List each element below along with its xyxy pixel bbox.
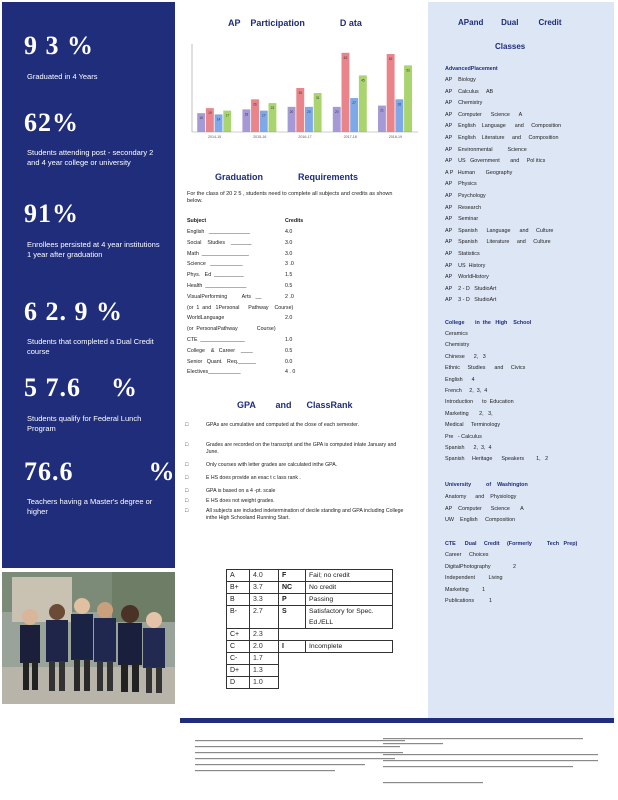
grade-letter: D+ [227, 665, 250, 677]
course-item: AP US History [445, 262, 486, 269]
bullet-marker-icon: □ [185, 475, 189, 481]
bullet-marker-icon: □ [185, 462, 189, 468]
cte-header: CTE Dual Credit (Formerly Tech Prep) [445, 541, 578, 547]
bullet-marker-icon: □ [185, 508, 189, 514]
requirement-credits: 0.5 [285, 347, 293, 354]
ap-participation-chart [180, 40, 420, 160]
requirement-row [187, 272, 387, 281]
course-item: AP Environmental Science [445, 146, 527, 153]
header-credits: Credits [285, 218, 304, 224]
chart-data-label: 53 [406, 68, 410, 73]
requirement-row [187, 326, 387, 335]
gpa-bullet-text: GPAs are cumulative and computed at the close of each semester. [206, 422, 360, 428]
course-item: Ceramics [445, 331, 468, 337]
course-item: Introduction to Education [445, 399, 514, 406]
requirement-row [187, 369, 387, 378]
blank-cell [306, 665, 393, 677]
grade-row [227, 665, 393, 677]
stat-description: Students that completed a Dual Credit course [27, 337, 154, 356]
header-subject: Subject [187, 218, 207, 224]
gpa-bullet-text: Only courses with letter grades are calculated inthe GPA. [206, 462, 338, 468]
grade-points: 1.3 [250, 665, 279, 677]
grade-letter: D [227, 677, 250, 689]
mark-meaning: Incomplete [306, 641, 393, 653]
requirement-credits: 1.0 [285, 337, 293, 343]
grade-row [227, 582, 393, 594]
requirement-row [187, 359, 387, 368]
chart-data-label: 45 [361, 78, 365, 83]
chart-data-label: 26 [253, 102, 257, 107]
course-item: Publications 1 [445, 598, 493, 604]
requirement-subject: Health ______________ [187, 283, 247, 289]
requirement-subject: VisualPerforming Arts __ [187, 293, 262, 300]
grade-scale-table [226, 569, 393, 689]
requirements-header [187, 218, 387, 227]
course-item: AP US Government and Pol itics [445, 158, 546, 165]
requirement-subject: WorldLanguage [187, 315, 225, 322]
requirement-subject: English ______________ [187, 229, 251, 235]
grade-letter: A [227, 570, 250, 582]
requirement-subject: College & Career ____ [187, 347, 253, 354]
grade-letter: B+ [227, 582, 250, 594]
course-item: French 2, 3, 4 [445, 388, 488, 394]
grade-letter: C- [227, 653, 250, 665]
requirement-row [187, 294, 387, 303]
mark-meaning: No credit [306, 582, 393, 594]
bullet-marker-icon: □ [185, 488, 189, 494]
grade-row [227, 606, 393, 629]
course-item: AP Chemistry [445, 100, 483, 107]
stat-value: 62% [24, 108, 79, 137]
mark-meaning: Passing [306, 594, 393, 606]
requirement-row [187, 348, 387, 357]
chart-data-label: 62 [388, 57, 393, 62]
course-item: Chinese 2, 3 [445, 353, 486, 360]
stat-value: 76.6 % [24, 457, 176, 486]
blank-cell [279, 677, 306, 689]
mark-code: S [279, 606, 306, 629]
grade-row [227, 641, 393, 653]
chart-data-label: 20 [289, 109, 294, 114]
requirement-credits: 0.5 [285, 283, 293, 289]
course-item: Marketing 2, 3, [445, 410, 493, 417]
course-item: Spanish 2, 3, 4 [445, 445, 492, 451]
chart-data-label: 21 [380, 108, 384, 113]
chart-data-label: 20 [334, 109, 339, 114]
chart-category-label: 2014-15 [207, 135, 222, 139]
gpa-bullet-text: E HS does provide an exac t c lass rank . [206, 475, 301, 481]
stat-description: Enrollees persisted at 4 year institutions 1 year after graduation [27, 240, 160, 259]
chart-category-label: 2018-19 [388, 135, 403, 139]
requirement-credits: 3 .0 [285, 261, 294, 268]
chart-bar [342, 53, 350, 132]
course-item: AP Seminar [445, 216, 479, 223]
mark-code: P [279, 594, 306, 606]
chart-category-label: 2015-16 [253, 135, 267, 139]
course-item: AP Spanish Language and Culture [445, 227, 554, 234]
mark-code: NC [279, 582, 306, 594]
footer-divider [180, 718, 614, 723]
blank-cell [279, 665, 306, 677]
requirement-subject: Science ___________ [187, 261, 243, 268]
requirement-credits: 1.5 [285, 272, 293, 279]
grade-letter: B- [227, 606, 250, 629]
bullet-marker-icon: □ [185, 422, 189, 428]
ap-dual-credit-panel [428, 2, 614, 720]
chart-bar [404, 65, 412, 132]
requirement-subject: (or 1 and 1Personal Pathway Course) [187, 304, 294, 311]
stat-value: 91% [24, 199, 79, 228]
chart-data-label: 27 [352, 101, 356, 106]
course-item: Spanish Heritage Speakers 1, 2 [445, 456, 549, 463]
requirement-subject: (or PersonalPathway Course) [187, 326, 276, 333]
chs-header: College in the High School [445, 320, 532, 326]
course-item: Marketing 1 [445, 586, 486, 593]
chart-data-label: 63 [343, 55, 348, 60]
grade-row [227, 570, 393, 582]
course-item: AP English Literature and Composition [445, 135, 559, 141]
requirement-credits: 2 .0 [285, 293, 294, 300]
requirement-subject: Electives___________ [187, 369, 241, 376]
grade-points: 1.7 [250, 653, 279, 665]
right-title-line2: Classes [495, 42, 526, 51]
chart-bar [387, 54, 395, 132]
chart-data-label: 31 [315, 96, 320, 101]
stat-description: Students attending post - secondary 2 and 4 year college or university [27, 148, 154, 167]
course-item: AP Calculus AB [445, 88, 494, 95]
course-item: Career Choices [445, 552, 489, 558]
graduation-title: Graduation Requirements [215, 172, 359, 182]
chart-data-label: 26 [397, 102, 402, 107]
requirement-credits: 3.0 [285, 239, 293, 246]
blank-cell [306, 677, 393, 689]
grade-row [227, 677, 393, 689]
course-item: Pre - Calculus [445, 433, 482, 440]
grade-row [227, 594, 393, 606]
mark-code: I [279, 641, 306, 653]
chart-data-label: 18 [244, 112, 249, 117]
requirement-row [187, 283, 387, 292]
grade-letter: B [227, 594, 250, 606]
stat-description: Teachers having a Master's degree or higher [27, 497, 153, 516]
requirement-row [187, 229, 387, 238]
grade-points: 3.7 [250, 582, 279, 594]
gpa-title: GPA and ClassRank [237, 400, 353, 410]
stats-panel [2, 2, 175, 568]
course-item: Medical Terminology [445, 422, 501, 429]
course-item: AP WorldHistory [445, 274, 489, 281]
ap-header: AdvancedPlacement [445, 66, 498, 72]
footer-fine-print-right [383, 736, 613, 786]
right-title-line1: APand Dual Credit [458, 18, 562, 27]
requirement-row [187, 337, 387, 346]
mark-code: F [279, 570, 306, 582]
course-item: AP Computer Science A [445, 111, 523, 118]
chart-category-label: 2016-17 [298, 135, 312, 139]
course-item: AP Research [445, 204, 482, 211]
requirement-credits: 2.0 [285, 315, 293, 322]
requirement-row [187, 261, 387, 270]
grade-letter: C+ [227, 629, 250, 641]
mark-meaning: Fail; no credit [306, 570, 393, 582]
students-photo-illustration [2, 572, 175, 704]
course-item: AP 2 - D StudioArt [445, 285, 497, 292]
requirement-row [187, 251, 387, 260]
course-item: AP 3 - D StudioArt [445, 297, 497, 304]
course-item: AP Statistics [445, 251, 480, 257]
course-item: AP Computer Science A [445, 505, 524, 512]
students-photo [2, 572, 175, 704]
grade-points: 2.0 [250, 641, 279, 653]
grade-row [227, 653, 393, 665]
grade-row [227, 629, 393, 641]
blank-cell [279, 653, 306, 665]
blank-cell [306, 629, 393, 641]
course-item: DigitalPhotography 2 [445, 563, 517, 570]
grade-points: 2.3 [250, 629, 279, 641]
stat-description: Students qualify for Federal Lunch Program [27, 414, 142, 433]
course-item: Anatomy and Physiology [445, 494, 517, 500]
blank-cell [279, 629, 306, 641]
course-item: Ethnic Studies and Civics [445, 365, 526, 372]
chart-data-label: 35 [298, 91, 303, 95]
course-item: AP Physics [445, 181, 477, 188]
course-item: UW English Composition [445, 517, 516, 523]
course-item: AP Spanish Literature and Culture [445, 239, 551, 246]
stat-description: Graduated in 4 Years [27, 72, 98, 81]
requirement-credits: 0.0 [285, 358, 293, 365]
grade-letter: C [227, 641, 250, 653]
requirement-credits: 4.0 [285, 229, 293, 235]
graduation-intro: For the class of 20 2 5 , students need to complete all subjects and credits as shown below. [187, 191, 393, 205]
course-item: A P Human Geography [445, 169, 513, 176]
chart-category-label: 2017-18 [343, 135, 357, 139]
course-item: Chemistry [445, 342, 470, 349]
grade-points: 3.3 [250, 594, 279, 606]
gpa-bullet-text: Grades are recorded on the transcript and the GPA is computed inlate January and June. [206, 442, 397, 455]
requirement-row [187, 315, 387, 324]
gpa-bullet-text: GPA is based on a 4 -pt. scale [206, 488, 276, 494]
chart-title: AP Participation D ata [228, 18, 362, 28]
chart-data-label: 15 [199, 116, 203, 121]
gpa-bullet-text: E HS does not weight grades. [206, 498, 275, 504]
chart-data-label: 17 [261, 113, 266, 118]
chart-data-label: 23 [270, 106, 275, 111]
mark-meaning: Satisfactory for Spec. Ed./ELL [306, 606, 393, 629]
grade-points: 4.0 [250, 570, 279, 582]
requirement-row [187, 240, 387, 249]
chart-bar [359, 75, 367, 132]
requirement-subject: Phys. Ed __________ [187, 272, 244, 279]
course-item: AP English Language and Composition [445, 123, 562, 130]
uw-header: University of Washington [445, 482, 528, 488]
gpa-bullet-text: All subjects are included indetermination of decile standing and GPA including College inthe High Schooland Running Start. [206, 508, 404, 521]
stat-value: 9 3 % [24, 31, 94, 60]
grade-points: 1.0 [250, 677, 279, 689]
course-item: English 4 [445, 376, 475, 383]
requirement-subject: Social Studies _______ [187, 239, 252, 246]
course-item: AP Psychology [445, 193, 486, 199]
course-item: Independent Living [445, 575, 503, 581]
grade-points: 2.7 [250, 606, 279, 629]
requirement-credits: 3.0 [285, 250, 293, 257]
chart-data-label: 20 [307, 109, 311, 114]
requirement-credits: 4 . 0 [285, 369, 296, 376]
requirement-subject: Senior Quant. Req.______ [187, 358, 256, 365]
stat-value: 6 2. 9 % [24, 297, 123, 326]
bullet-marker-icon: □ [185, 442, 189, 448]
stat-value: 5 7.6 % [24, 373, 138, 402]
requirement-row [187, 305, 387, 314]
chart-data-label: 14 [216, 117, 221, 122]
requirement-subject: Math ________________ [187, 250, 249, 257]
bullet-marker-icon: □ [185, 498, 189, 504]
chart-data-label: 19 [208, 111, 212, 116]
chart-data-label: 17 [225, 113, 230, 118]
requirement-subject: CTE _______________ [187, 337, 245, 343]
blank-cell [306, 653, 393, 665]
course-item: AP Biology [445, 77, 476, 83]
